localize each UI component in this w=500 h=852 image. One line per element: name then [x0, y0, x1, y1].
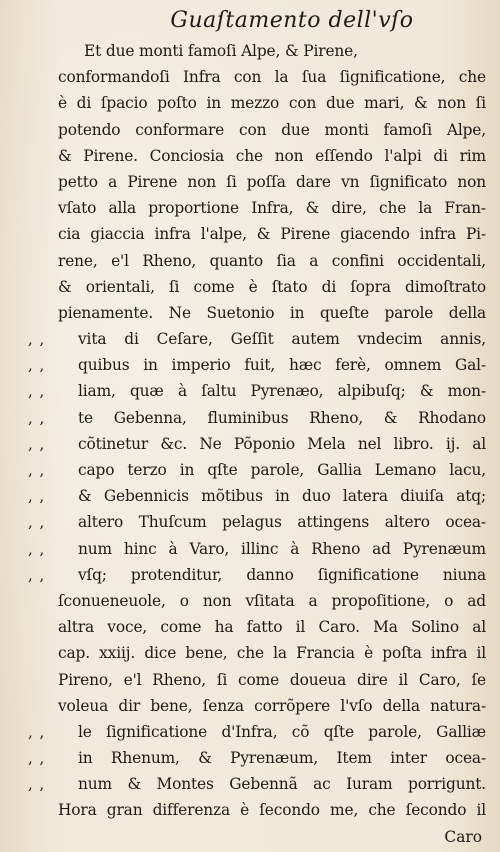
- text-line: vſato alla proportione Infra, & dire, che la Fran-: [58, 199, 486, 218]
- quotation-marker: , ,: [28, 434, 46, 453]
- running-head: Guaſtamento dell'vſo: [170, 8, 414, 33]
- quotation-marker: , ,: [28, 330, 46, 349]
- text-line: & Pirene. Conciosia che non eſſendo l'alpi di rim: [58, 146, 486, 165]
- quotation-marker: , ,: [28, 775, 46, 794]
- text-line: [28, 771, 486, 797]
- text-line-content: cõtinetur &c. Ne Põponio Mela nel libro. ij. al: [78, 434, 486, 453]
- text-line: altra voce, come ha fatto il Caro. Ma Solino al: [58, 618, 486, 637]
- quotation-marker: , ,: [28, 749, 46, 768]
- text-line-content: liam, quæ à ſaltu Pyrenæo, alpibuſq; & mon-: [78, 382, 486, 401]
- quotation-marker: , ,: [28, 356, 46, 375]
- text-line-content: vſq; protenditur, danno ſignificatione niuna: [78, 565, 486, 584]
- text-line-content: in Rhenum, & Pyrenæum, Item inter ocea-: [78, 749, 486, 768]
- text-line-content: capo terzo in qſte parole, Gallia Lemano lacu,: [78, 461, 486, 479]
- text-line-content: num hinc à Varo, illinc à Rheno ad Pyrenæum: [78, 539, 486, 558]
- text-line: [28, 509, 486, 535]
- quotation-marker: , ,: [28, 408, 46, 427]
- text-line: Pireno, e'l Rheno, ſi come doueua dire il Caro, ſe: [58, 670, 486, 689]
- quotation-marker: , ,: [28, 539, 46, 558]
- text-line: & orientali, ſi come è ſtato di ſopra dimoſtrato: [58, 277, 486, 296]
- text-line: potendo conformare con due monti famoſi Alpe,: [58, 120, 486, 139]
- text-line: è di ſpacio poſto in mezzo con due mari, & non ſi: [58, 94, 486, 113]
- text-line: [28, 352, 486, 378]
- text-line: pienamente. Ne Suetonio in queſte parole della: [58, 303, 486, 322]
- text-line: cia giaccia infra l'alpe, & Pirene giacendo infra Pi-: [58, 225, 486, 244]
- text-line-content: altero Thuſcum pelagus attingens altero ocea-: [78, 513, 486, 532]
- text-line-content: num & Montes Gebennã ac Iuram porrigunt.: [78, 775, 486, 794]
- text-line: petto a Pirene non ſi poſſa dare vn ſignificato non: [58, 172, 486, 191]
- text-line: Et due monti famoſi Alpe, & Pirene,: [84, 42, 358, 60]
- text-line-content: & Gebennicis mõtibus in duo latera diuiſa atq;: [78, 487, 486, 506]
- quotation-marker: , ,: [28, 461, 46, 479]
- quotation-marker: , ,: [28, 565, 46, 584]
- quotation-marker: , ,: [28, 487, 46, 506]
- body-text: [28, 38, 486, 824]
- text-line: conformandoſi Infra con la ſua ſignificatione, che: [58, 68, 486, 87]
- text-line: [28, 326, 486, 352]
- text-line: [28, 405, 486, 431]
- text-line: rene, e'l Rheno, quanto ſia a confini occidentali,: [58, 251, 486, 270]
- text-line: [28, 378, 486, 404]
- quotation-marker: , ,: [28, 722, 46, 741]
- text-line: ſconueneuole, o non vſitata a propoſitione, o ad: [58, 591, 486, 610]
- text-line: [28, 719, 486, 745]
- text-line: [28, 745, 486, 771]
- text-line-content: quibus in imperio fuit, hæc ferè, omnem Gal-: [78, 356, 486, 375]
- text-line: [28, 457, 486, 483]
- text-line: [28, 536, 486, 562]
- catchword: Caro: [444, 828, 482, 846]
- quotation-marker: , ,: [28, 513, 46, 532]
- text-line: [28, 431, 486, 457]
- text-line: Hora gran differenza è ſecondo me, che ſecondo il: [58, 801, 486, 820]
- text-line-content: le ſignificatione d'Infra, cõ qſte parole, Galliæ: [78, 722, 486, 741]
- text-line: [28, 483, 486, 509]
- text-line: [28, 562, 486, 588]
- text-line: voleua dir bene, ſenza corrõpere l'vſo della natura-: [58, 696, 486, 715]
- quotation-marker: , ,: [28, 382, 46, 401]
- text-line: cap. xxiij. dice bene, che la Francia è poſta infra il: [58, 644, 486, 663]
- text-line-content: te Gebenna, fluminibus Rheno, & Rhodano: [78, 408, 486, 427]
- text-line-content: vita di Ceſare, Geſſit autem vndecim annis,: [78, 330, 486, 349]
